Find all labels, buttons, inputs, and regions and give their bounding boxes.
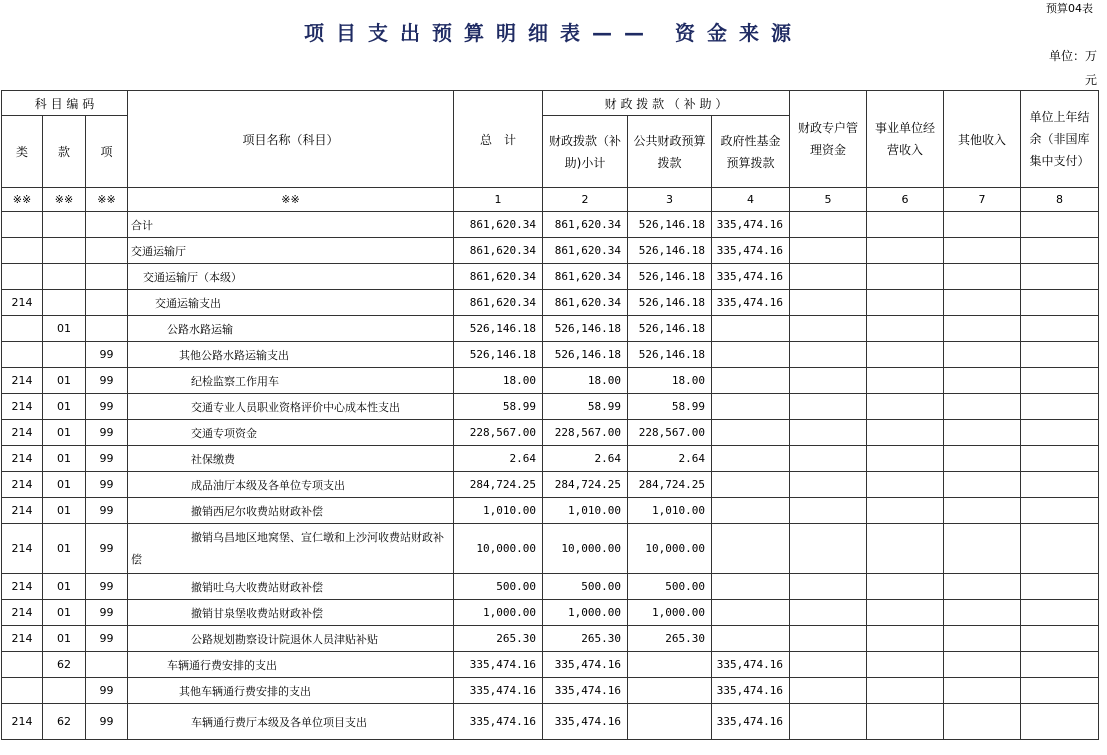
cell-public-budget: 18.00 <box>628 368 712 394</box>
header-fiscal-subtotal: 财政拨款（补助)小计 <box>543 116 628 188</box>
index-row <box>2 188 1099 212</box>
cell-name: 撤销西尼尔收费站财政补偿 <box>128 498 454 524</box>
cell-kuan <box>43 212 86 238</box>
cell-xiang: 99 <box>86 704 128 740</box>
cell-name: 公路水路运输 <box>128 316 454 342</box>
cell-empty <box>790 652 867 678</box>
cell-name: 其他车辆通行费安排的支出 <box>128 678 454 704</box>
cell-fiscal-subtotal: 335,474.16 <box>543 678 628 704</box>
cell-lei: 214 <box>2 498 43 524</box>
index-cell: 8 <box>1021 188 1099 212</box>
cell-empty <box>867 678 944 704</box>
cell-total: 2.64 <box>454 446 543 472</box>
cell-empty <box>944 264 1021 290</box>
cell-empty <box>790 704 867 740</box>
cell-empty <box>867 600 944 626</box>
cell-name: 交通运输支出 <box>128 290 454 316</box>
cell-gov-fund <box>712 574 790 600</box>
cell-total: 335,474.16 <box>454 678 543 704</box>
index-cell: 7 <box>944 188 1021 212</box>
index-cell: 6 <box>867 188 944 212</box>
cell-name: 社保缴费 <box>128 446 454 472</box>
cell-empty <box>867 524 944 574</box>
table-row <box>2 264 1099 290</box>
cell-empty <box>1021 342 1099 368</box>
header-xiang: 项 <box>86 116 128 188</box>
cell-name: 成品油厅本级及各单位专项支出 <box>128 472 454 498</box>
index-cell: ※※ <box>128 188 454 212</box>
cell-xiang: 99 <box>86 498 128 524</box>
cell-fiscal-subtotal: 228,567.00 <box>543 420 628 446</box>
cell-empty <box>944 472 1021 498</box>
cell-empty <box>790 264 867 290</box>
cell-empty <box>867 368 944 394</box>
cell-empty <box>1021 652 1099 678</box>
cell-lei: 214 <box>2 704 43 740</box>
cell-empty <box>944 446 1021 472</box>
cell-name: 撤销甘泉堡收费站财政补偿 <box>128 600 454 626</box>
header-lei: 类 <box>2 116 43 188</box>
cell-empty <box>944 574 1021 600</box>
index-cell: 2 <box>543 188 628 212</box>
cell-empty <box>790 368 867 394</box>
cell-xiang: 99 <box>86 394 128 420</box>
cell-xiang <box>86 212 128 238</box>
cell-lei: 214 <box>2 600 43 626</box>
header-total: 总 计 <box>454 91 543 188</box>
cell-public-budget: 265.30 <box>628 626 712 652</box>
cell-public-budget: 500.00 <box>628 574 712 600</box>
index-cell: ※※ <box>86 188 128 212</box>
cell-empty <box>1021 600 1099 626</box>
cell-empty <box>867 420 944 446</box>
cell-public-budget: 526,146.18 <box>628 264 712 290</box>
cell-empty <box>867 212 944 238</box>
cell-name: 车辆通行费安排的支出 <box>128 652 454 678</box>
cell-fiscal-subtotal: 1,000.00 <box>543 600 628 626</box>
cell-total: 58.99 <box>454 394 543 420</box>
cell-empty <box>790 498 867 524</box>
cell-empty <box>790 316 867 342</box>
cell-empty <box>867 316 944 342</box>
header-fiscal-group: 财 政 拨 款 （ 补 助 ） <box>543 91 790 116</box>
cell-empty <box>944 342 1021 368</box>
cell-xiang: 99 <box>86 420 128 446</box>
cell-name: 交通运输厅 <box>128 238 454 264</box>
cell-public-budget: 284,724.25 <box>628 472 712 498</box>
cell-empty <box>790 678 867 704</box>
cell-kuan: 01 <box>43 368 86 394</box>
table-row <box>2 420 1099 446</box>
index-cell: 5 <box>790 188 867 212</box>
cell-xiang <box>86 652 128 678</box>
cell-empty <box>790 420 867 446</box>
cell-empty <box>944 290 1021 316</box>
cell-empty <box>1021 498 1099 524</box>
index-cell: 4 <box>712 188 790 212</box>
cell-total: 861,620.34 <box>454 264 543 290</box>
cell-empty <box>867 626 944 652</box>
cell-empty <box>944 368 1021 394</box>
cell-kuan: 01 <box>43 524 86 574</box>
cell-public-budget: 526,146.18 <box>628 290 712 316</box>
table-row <box>2 472 1099 498</box>
table-row <box>2 678 1099 704</box>
cell-empty <box>867 290 944 316</box>
cell-gov-fund <box>712 342 790 368</box>
cell-empty <box>1021 264 1099 290</box>
cell-lei: 214 <box>2 524 43 574</box>
table-row <box>2 290 1099 316</box>
cell-total: 861,620.34 <box>454 212 543 238</box>
cell-empty <box>1021 626 1099 652</box>
cell-fiscal-subtotal: 58.99 <box>543 394 628 420</box>
table-row <box>2 626 1099 652</box>
cell-name: 公路规划勘察设计院退休人员津贴补贴 <box>128 626 454 652</box>
cell-total: 526,146.18 <box>454 342 543 368</box>
index-cell: 1 <box>454 188 543 212</box>
cell-kuan: 01 <box>43 446 86 472</box>
cell-name: 交通专业人员职业资格评价中心成本性支出 <box>128 394 454 420</box>
cell-empty <box>790 290 867 316</box>
cell-gov-fund: 335,474.16 <box>712 212 790 238</box>
cell-public-budget: 10,000.00 <box>628 524 712 574</box>
index-cell: 3 <box>628 188 712 212</box>
cell-lei: 214 <box>2 290 43 316</box>
cell-empty <box>1021 524 1099 574</box>
cell-kuan <box>43 678 86 704</box>
cell-total: 18.00 <box>454 368 543 394</box>
cell-xiang: 99 <box>86 472 128 498</box>
table-row <box>2 212 1099 238</box>
cell-name: 交通运输厅（本级） <box>128 264 454 290</box>
header-other-income: 其他收入 <box>944 91 1021 188</box>
header-business-income: 事业单位经营收入 <box>867 91 944 188</box>
cell-fiscal-subtotal: 2.64 <box>543 446 628 472</box>
cell-gov-fund <box>712 524 790 574</box>
cell-kuan: 01 <box>43 600 86 626</box>
cell-lei <box>2 238 43 264</box>
cell-kuan: 62 <box>43 704 86 740</box>
cell-lei: 214 <box>2 574 43 600</box>
cell-xiang: 99 <box>86 626 128 652</box>
cell-empty <box>944 420 1021 446</box>
cell-empty <box>1021 212 1099 238</box>
cell-empty <box>944 704 1021 740</box>
cell-kuan: 01 <box>43 574 86 600</box>
cell-name: 交通专项资金 <box>128 420 454 446</box>
table-row <box>2 446 1099 472</box>
cell-empty <box>790 212 867 238</box>
cell-kuan: 01 <box>43 472 86 498</box>
cell-lei: 214 <box>2 394 43 420</box>
cell-public-budget: 2.64 <box>628 446 712 472</box>
cell-total: 861,620.34 <box>454 238 543 264</box>
cell-empty <box>790 600 867 626</box>
cell-empty <box>1021 420 1099 446</box>
cell-xiang <box>86 290 128 316</box>
table-row <box>2 342 1099 368</box>
cell-fiscal-subtotal: 500.00 <box>543 574 628 600</box>
cell-kuan <box>43 264 86 290</box>
cell-fiscal-subtotal: 10,000.00 <box>543 524 628 574</box>
unit-label-cont: 元 <box>1084 73 1097 87</box>
cell-name: 合计 <box>128 212 454 238</box>
cell-gov-fund <box>712 498 790 524</box>
cell-fiscal-subtotal: 1,010.00 <box>543 498 628 524</box>
cell-empty <box>944 524 1021 574</box>
cell-xiang <box>86 316 128 342</box>
cell-gov-fund <box>712 394 790 420</box>
cell-gov-fund <box>712 600 790 626</box>
cell-kuan: 01 <box>43 316 86 342</box>
cell-lei <box>2 264 43 290</box>
cell-total: 1,010.00 <box>454 498 543 524</box>
cell-kuan <box>43 290 86 316</box>
cell-empty <box>944 238 1021 264</box>
cell-fiscal-subtotal: 335,474.16 <box>543 652 628 678</box>
budget-table <box>1 90 1099 740</box>
cell-xiang: 99 <box>86 574 128 600</box>
cell-xiang <box>86 238 128 264</box>
cell-fiscal-subtotal: 18.00 <box>543 368 628 394</box>
cell-xiang <box>86 264 128 290</box>
cell-total: 526,146.18 <box>454 316 543 342</box>
table-row <box>2 600 1099 626</box>
cell-public-budget <box>628 652 712 678</box>
cell-empty <box>790 446 867 472</box>
cell-public-budget: 1,010.00 <box>628 498 712 524</box>
cell-empty <box>867 264 944 290</box>
index-cell: ※※ <box>43 188 86 212</box>
table-row <box>2 574 1099 600</box>
cell-empty <box>790 394 867 420</box>
cell-gov-fund: 335,474.16 <box>712 652 790 678</box>
cell-fiscal-subtotal: 335,474.16 <box>543 704 628 740</box>
cell-kuan: 01 <box>43 626 86 652</box>
cell-lei <box>2 342 43 368</box>
cell-gov-fund: 335,474.16 <box>712 678 790 704</box>
cell-empty <box>790 626 867 652</box>
cell-gov-fund: 335,474.16 <box>712 238 790 264</box>
cell-empty <box>790 342 867 368</box>
cell-lei <box>2 316 43 342</box>
cell-empty <box>944 394 1021 420</box>
cell-kuan: 01 <box>43 498 86 524</box>
cell-empty <box>867 472 944 498</box>
header-kuan: 款 <box>43 116 86 188</box>
cell-fiscal-subtotal: 284,724.25 <box>543 472 628 498</box>
cell-fiscal-subtotal: 526,146.18 <box>543 316 628 342</box>
cell-gov-fund <box>712 472 790 498</box>
cell-lei: 214 <box>2 446 43 472</box>
cell-gov-fund <box>712 626 790 652</box>
cell-public-budget <box>628 678 712 704</box>
cell-total: 861,620.34 <box>454 290 543 316</box>
cell-total: 335,474.16 <box>454 652 543 678</box>
cell-public-budget: 1,000.00 <box>628 600 712 626</box>
header-gov-fund: 政府性基金预算拨款 <box>712 116 790 188</box>
table-row <box>2 368 1099 394</box>
cell-empty <box>944 498 1021 524</box>
cell-kuan <box>43 238 86 264</box>
cell-public-budget <box>628 704 712 740</box>
cell-gov-fund: 335,474.16 <box>712 704 790 740</box>
cell-name: 撤销吐乌大收费站财政补偿 <box>128 574 454 600</box>
cell-name: 纪检监察工作用车 <box>128 368 454 394</box>
header-special-account: 财政专户管理资金 <box>790 91 867 188</box>
header-name: 项目名称（科目） <box>128 91 454 188</box>
cell-gov-fund: 335,474.16 <box>712 264 790 290</box>
cell-empty <box>944 678 1021 704</box>
cell-empty <box>867 394 944 420</box>
cell-public-budget: 526,146.18 <box>628 212 712 238</box>
form-number: 预算04表 <box>1046 2 1093 15</box>
table-row <box>2 704 1099 740</box>
cell-empty <box>944 316 1021 342</box>
cell-empty <box>790 574 867 600</box>
cell-empty <box>1021 290 1099 316</box>
cell-empty <box>1021 368 1099 394</box>
cell-gov-fund: 335,474.16 <box>712 290 790 316</box>
table-row <box>2 394 1099 420</box>
cell-kuan: 01 <box>43 394 86 420</box>
cell-fiscal-subtotal: 861,620.34 <box>543 212 628 238</box>
cell-public-budget: 58.99 <box>628 394 712 420</box>
cell-empty <box>867 652 944 678</box>
cell-lei <box>2 678 43 704</box>
cell-kuan: 62 <box>43 652 86 678</box>
cell-empty <box>1021 394 1099 420</box>
cell-gov-fund <box>712 368 790 394</box>
cell-xiang: 99 <box>86 600 128 626</box>
cell-total: 335,474.16 <box>454 704 543 740</box>
cell-empty <box>867 342 944 368</box>
cell-empty <box>1021 238 1099 264</box>
cell-lei <box>2 212 43 238</box>
cell-gov-fund <box>712 316 790 342</box>
cell-lei: 214 <box>2 368 43 394</box>
cell-total: 500.00 <box>454 574 543 600</box>
cell-fiscal-subtotal: 526,146.18 <box>543 342 628 368</box>
cell-total: 265.30 <box>454 626 543 652</box>
page-title: 项目支出预算明细表—— 资金来源 <box>304 21 803 45</box>
header-public-budget: 公共财政预算拨款 <box>628 116 712 188</box>
cell-name: 车辆通行费厅本级及各单位项目支出 <box>128 704 454 740</box>
cell-fiscal-subtotal: 861,620.34 <box>543 290 628 316</box>
cell-empty <box>867 704 944 740</box>
cell-gov-fund <box>712 446 790 472</box>
cell-xiang: 99 <box>86 524 128 574</box>
cell-empty <box>867 238 944 264</box>
cell-empty <box>790 472 867 498</box>
cell-empty <box>1021 316 1099 342</box>
cell-name: 其他公路水路运输支出 <box>128 342 454 368</box>
unit-label: 单位：万 <box>1048 49 1097 63</box>
cell-empty <box>867 446 944 472</box>
cell-xiang: 99 <box>86 678 128 704</box>
cell-total: 228,567.00 <box>454 420 543 446</box>
cell-lei <box>2 652 43 678</box>
cell-empty <box>1021 446 1099 472</box>
cell-public-budget: 228,567.00 <box>628 420 712 446</box>
cell-empty <box>867 498 944 524</box>
cell-lei: 214 <box>2 626 43 652</box>
cell-empty <box>944 600 1021 626</box>
cell-fiscal-subtotal: 861,620.34 <box>543 264 628 290</box>
cell-lei: 214 <box>2 472 43 498</box>
cell-empty <box>1021 704 1099 740</box>
cell-total: 10,000.00 <box>454 524 543 574</box>
table-row <box>2 238 1099 264</box>
cell-fiscal-subtotal: 265.30 <box>543 626 628 652</box>
cell-empty <box>867 574 944 600</box>
cell-kuan: 01 <box>43 420 86 446</box>
table-row <box>2 652 1099 678</box>
cell-lei: 214 <box>2 420 43 446</box>
cell-xiang: 99 <box>86 446 128 472</box>
cell-total: 284,724.25 <box>454 472 543 498</box>
cell-total: 1,000.00 <box>454 600 543 626</box>
cell-empty <box>790 238 867 264</box>
cell-empty <box>1021 574 1099 600</box>
header-carryover: 单位上年结余（非国库集中支付） <box>1021 91 1099 188</box>
cell-public-budget: 526,146.18 <box>628 316 712 342</box>
cell-gov-fund <box>712 420 790 446</box>
cell-xiang: 99 <box>86 342 128 368</box>
index-cell: ※※ <box>2 188 43 212</box>
cell-name: 撤销乌昌地区地窝堡、宣仁墩和上沙河收费站财政补偿 <box>128 524 454 574</box>
table-row <box>2 524 1099 574</box>
table-row <box>2 498 1099 524</box>
cell-empty <box>944 212 1021 238</box>
cell-empty <box>790 524 867 574</box>
cell-empty <box>1021 472 1099 498</box>
cell-xiang: 99 <box>86 368 128 394</box>
cell-public-budget: 526,146.18 <box>628 238 712 264</box>
header-code-group: 科 目 编 码 <box>2 91 128 116</box>
table-row <box>2 316 1099 342</box>
cell-empty <box>1021 678 1099 704</box>
cell-kuan <box>43 342 86 368</box>
cell-empty <box>944 626 1021 652</box>
cell-empty <box>944 652 1021 678</box>
cell-public-budget: 526,146.18 <box>628 342 712 368</box>
cell-fiscal-subtotal: 861,620.34 <box>543 238 628 264</box>
